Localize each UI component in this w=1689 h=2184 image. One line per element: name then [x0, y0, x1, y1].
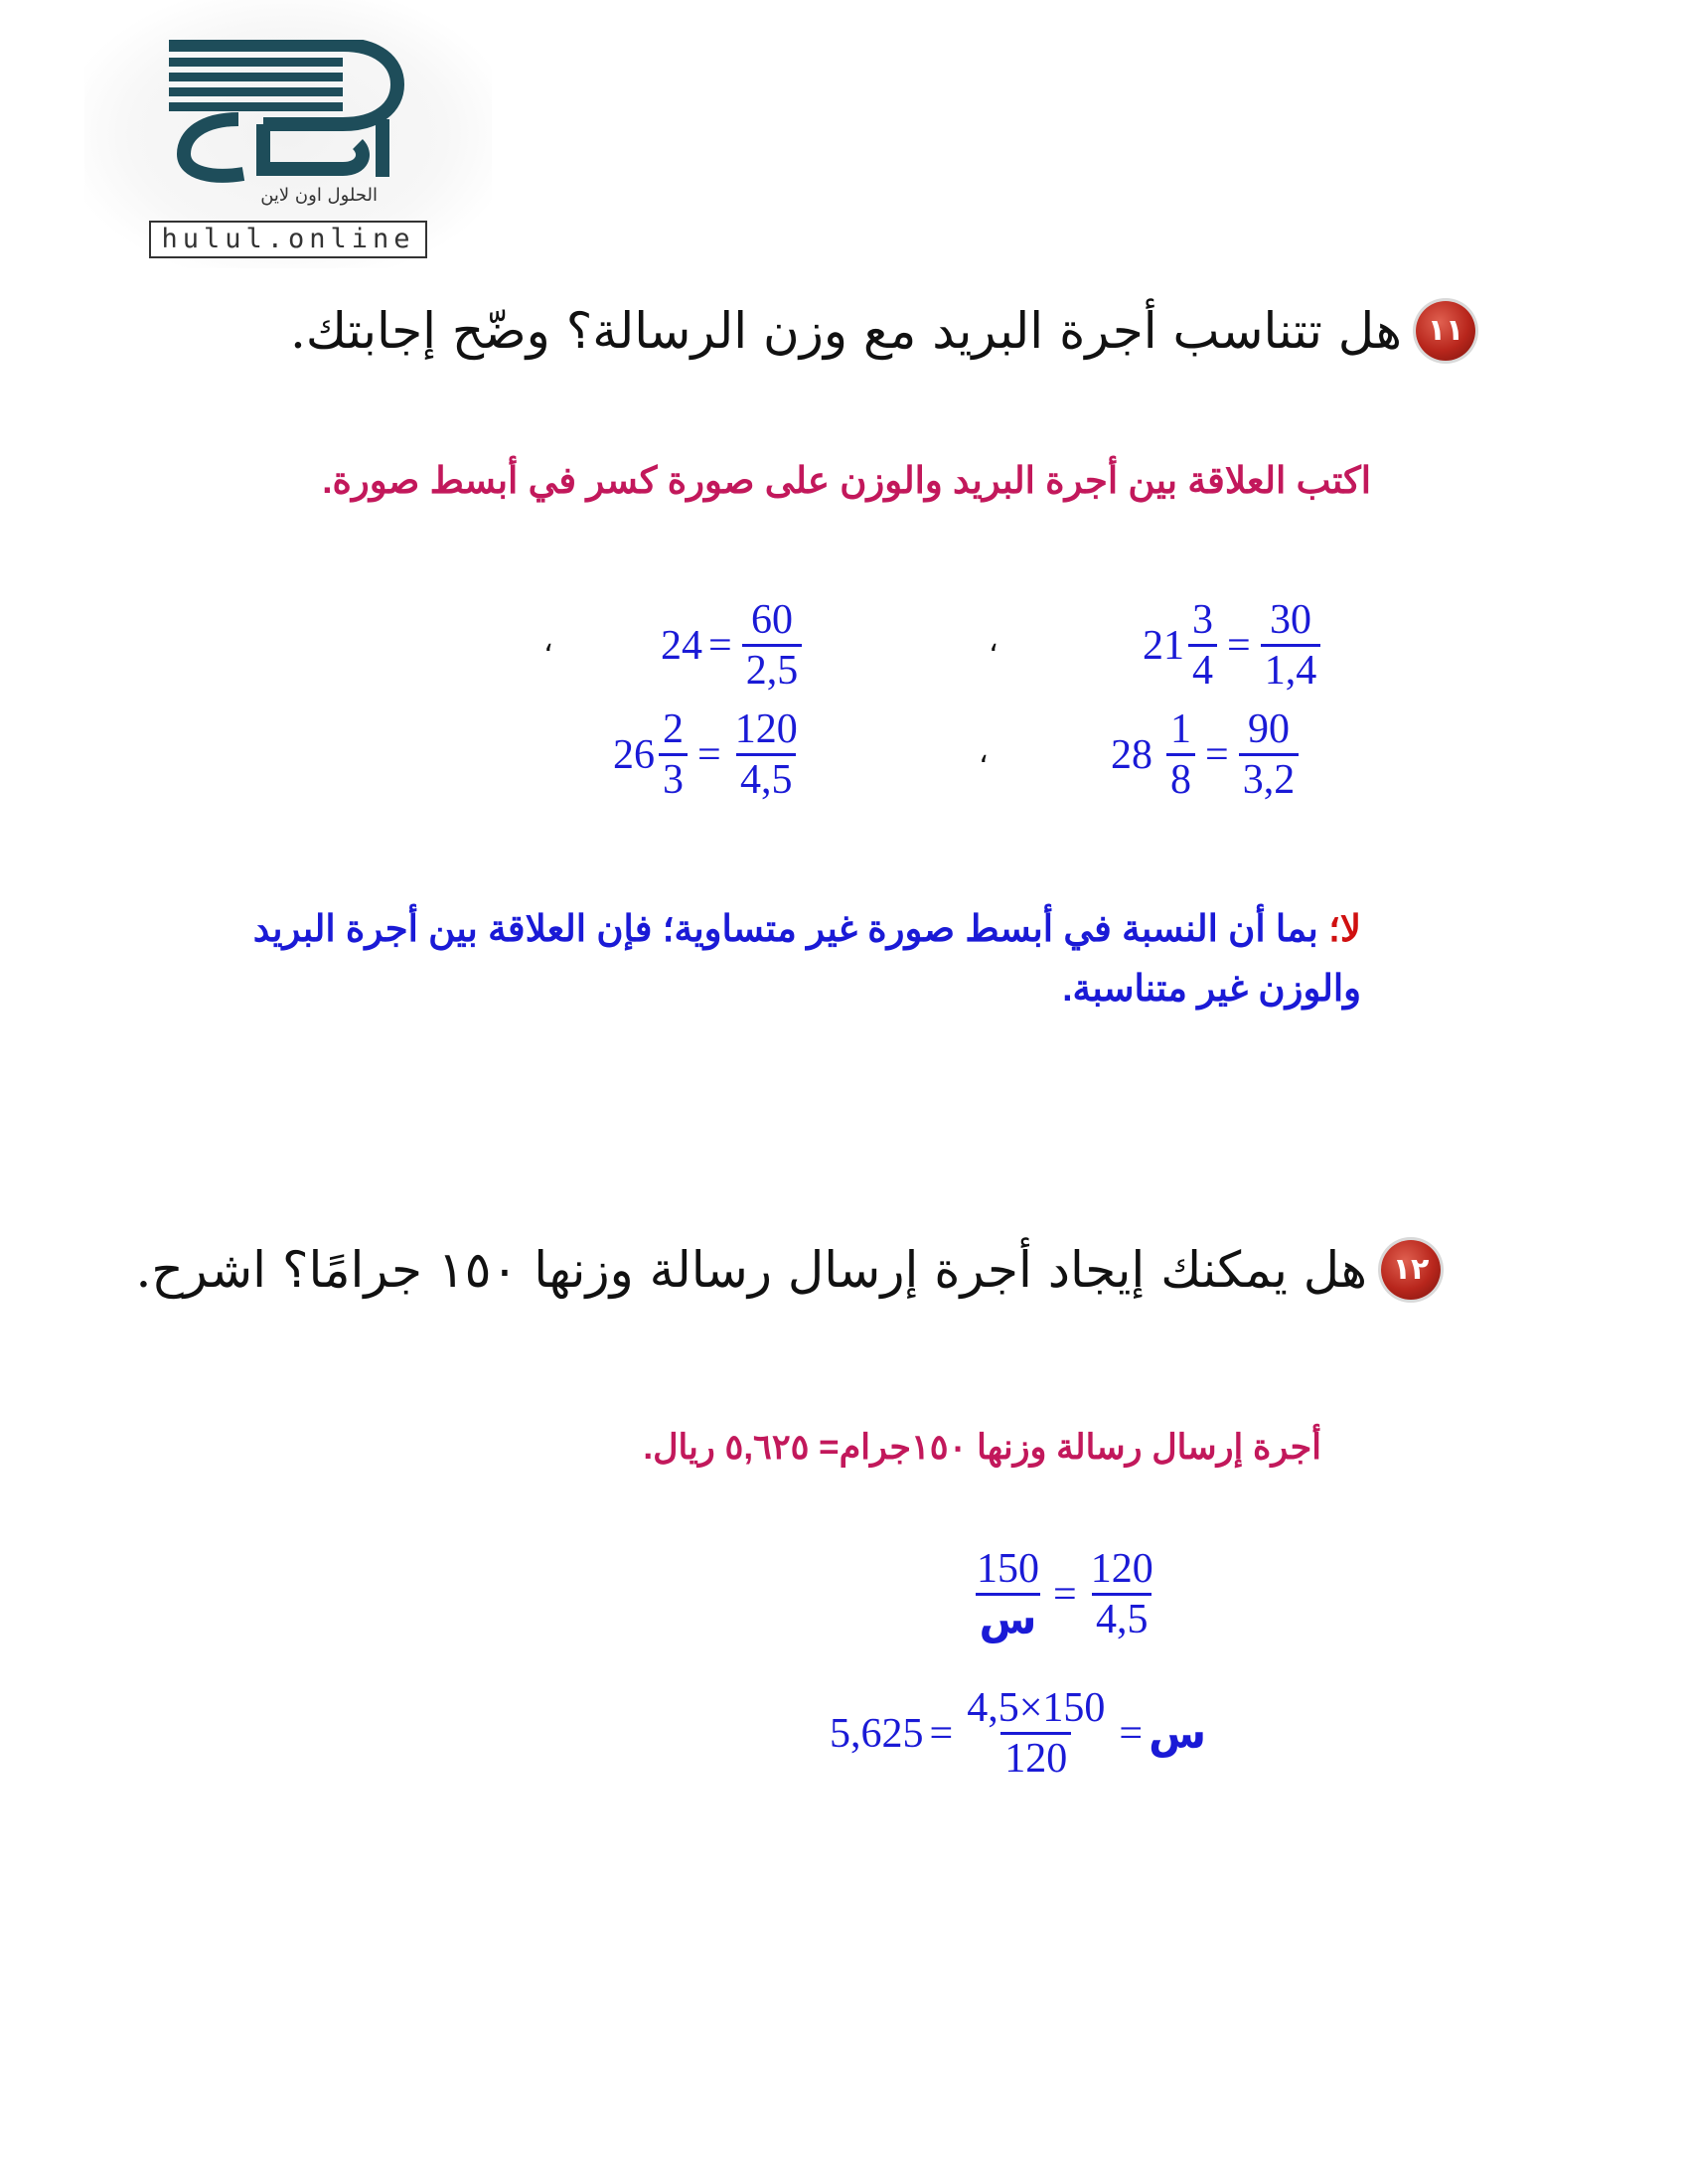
fraction: $\frac{30}{1,4}$	[1261, 596, 1321, 695]
question-text: هل تتناسب أجرة البريد مع وزن الرسالة؟ وضّح إجابتك.	[289, 302, 1402, 360]
fraction: $\frac{150}{\text{س}}$	[977, 1546, 1039, 1643]
equation-4: 26 $\frac{2}{3}$ = $\frac{120}{4,5}$	[613, 705, 806, 804]
proportion-equation: $\frac{150}{\text{س}}$ = $\frac{120}{4,5}$	[969, 1545, 1161, 1643]
fraction: $\frac{1}{8}$	[1166, 705, 1195, 804]
answer-no: لا؛	[1328, 908, 1361, 949]
logo-url: hulul.online	[149, 221, 427, 258]
answer-explanation	[238, 899, 1361, 1018]
fraction: $\frac{90}{3,2}$	[1239, 705, 1300, 804]
fraction: $\frac{120}{4,5}$	[734, 706, 798, 803]
separator: ،	[989, 624, 998, 659]
answer-text: بما أن النسبة في أبسط صورة غير متساوية؛ فإن العلاقة بين أجرة البريد والوزن غير متناسبة.	[252, 908, 1361, 1009]
separator: ،	[979, 735, 989, 770]
separator: ،	[543, 624, 553, 659]
fraction: $\frac{60}{2,5}$	[742, 596, 803, 695]
equation-3: 28 $\frac{1}{8}$ = $\frac{90}{3,2}$	[1111, 705, 1303, 804]
question-number-badge: ١١	[1416, 301, 1475, 361]
mixed-number: 28 $\frac{1}{8}$	[1111, 705, 1199, 804]
fraction: $\frac{3}{4}$	[1188, 596, 1217, 695]
question-number-badge: ١٢	[1381, 1240, 1441, 1300]
mixed-number: 26 $\frac{2}{3}$	[613, 705, 691, 804]
equation-2: 24 = $\frac{60}{2,5}$	[661, 596, 806, 695]
fraction: $\frac{120}{4,5}$	[1090, 1546, 1153, 1642]
question-11	[290, 298, 1475, 361]
answer-statement: أجرة إرسال رسالة وزنها ١٥٠جرام= ٥,٦٢٥ ريال.	[643, 1428, 1321, 1467]
fraction: $\frac{2}{3}$	[659, 705, 688, 804]
mixed-number: 21 $\frac{3}{4}$	[1143, 596, 1221, 695]
question-12	[136, 1237, 1441, 1300]
instruction: اكتب العلاقة بين أجرة البريد والوزن على صورة كسر في أبسط صورة.	[322, 460, 1371, 501]
fraction: $\frac{4,5\times 150}{120}$	[967, 1685, 1106, 1782]
svg-text:الحلول اون لاين: الحلول اون لاين	[260, 185, 378, 206]
solution-equation: 5,625 = $\frac{4,5\times 150}{120}$ = س	[830, 1685, 1207, 1782]
question-text: هل يمكنك إيجاد أجرة إرسال رسالة وزنها ١٥٠ جرامًا؟ اشرح.	[135, 1241, 1367, 1299]
equation-1: 21 $\frac{3}{4}$ = $\frac{30}{1,4}$	[1143, 596, 1324, 695]
logo-book-icon	[144, 40, 442, 209]
logo	[84, 0, 492, 268]
